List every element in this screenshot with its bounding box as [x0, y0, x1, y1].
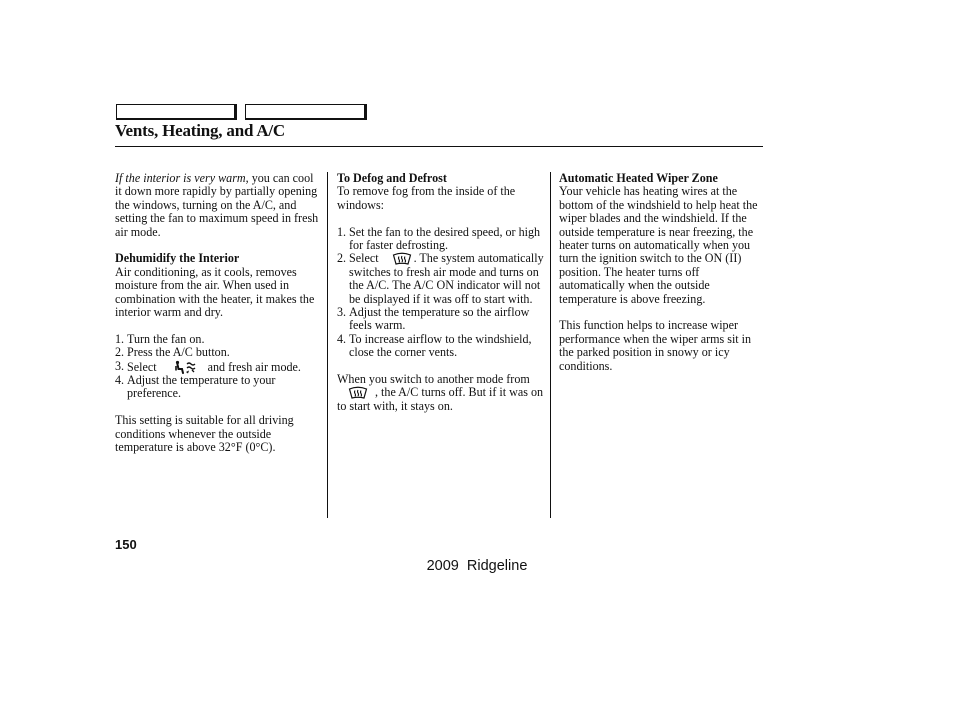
dehumidify-steps	[115, 333, 322, 401]
windshield-defrost-icon	[347, 386, 369, 399]
defog-step-3: 3. Adjust the temperature so the airflow feels warm.	[337, 305, 530, 333]
footer-model-name: 2009 Ridgeline	[426, 558, 528, 574]
dehumidify-step-3: 3. Select and fresh air mode.	[115, 358, 301, 374]
defog-step-1: 1. Set the fan to the desired speed, or high for faster defrosting.	[337, 224, 541, 253]
windshield-defrost-icon	[392, 252, 412, 265]
defog-step-2: 2. Select . The system automatically switches to fresh air mode and turns on the A/C. The A/C ON indicator will not be displayed if it was off to start with.	[337, 251, 544, 306]
floor-and-defrost-mode-icon	[174, 360, 196, 374]
section-title: Vents, Heating, and A/C	[115, 121, 285, 140]
defog-steps	[337, 226, 545, 360]
header-tab-box-right	[245, 104, 367, 120]
column-1	[115, 172, 322, 454]
title-rule	[115, 146, 763, 147]
defog-step-4: 4. To increase airflow to the windshield, close the corner vents.	[337, 331, 532, 360]
wiper-zone-text-2: This function helps to increase wiper performance when the wiper arms sit in the parked position in snowy or icy conditions.	[559, 318, 752, 373]
dehumidify-step-2: 2. Press the A/C button.	[115, 345, 230, 360]
dehumidify-step-1: 1. Turn the fan on.	[115, 331, 205, 346]
column-divider-1	[327, 172, 328, 518]
defog-intro: To remove fog from the inside of the windows:	[337, 184, 516, 212]
dehumidify-heading: Dehumidify the Interior	[115, 251, 240, 266]
cooling-intro	[115, 172, 322, 239]
dehumidify-text: Air conditioning, as it cools, removes moisture from the air. When used in combination with the heater, it makes the interior warm and dry.	[115, 264, 315, 320]
column-3	[559, 172, 763, 373]
cooling-intro-text: you can cool it down more rapidly by partially opening the windows, turning on the A/C, and setting the fan to maximum speed in fresh air mode.	[115, 171, 319, 239]
column-divider-2	[550, 172, 551, 518]
page-number: 150	[115, 537, 137, 552]
column-2	[337, 172, 545, 413]
cooling-intro-italic: If the interior is very warm,	[115, 171, 249, 185]
wiper-zone-text-1: Your vehicle has heating wires at the bottom of the windshield to help heat the wiper blades and the windshield. If the outside temperature is near freezing, the heater turns on automatically when you turn the ignition switch to the ON (II) position. The heater turns off automatically when the outside temperature is above freezing.	[559, 184, 758, 306]
wiper-zone-heading: Automatic Heated Wiper Zone	[559, 171, 718, 185]
defog-closing: When you switch to another mode from , the A/C turns off. But if it was on to start with, it stays on.	[337, 372, 544, 413]
dehumidify-step-4: 4. Adjust the temperature to your preference.	[115, 373, 276, 401]
dehumidify-closing: This setting is suitable for all driving conditions whenever the outside temperature is above 32°F (0°C).	[115, 413, 294, 455]
header-tab-box-left	[116, 104, 237, 120]
defog-heading: To Defog and Defrost	[337, 171, 447, 185]
